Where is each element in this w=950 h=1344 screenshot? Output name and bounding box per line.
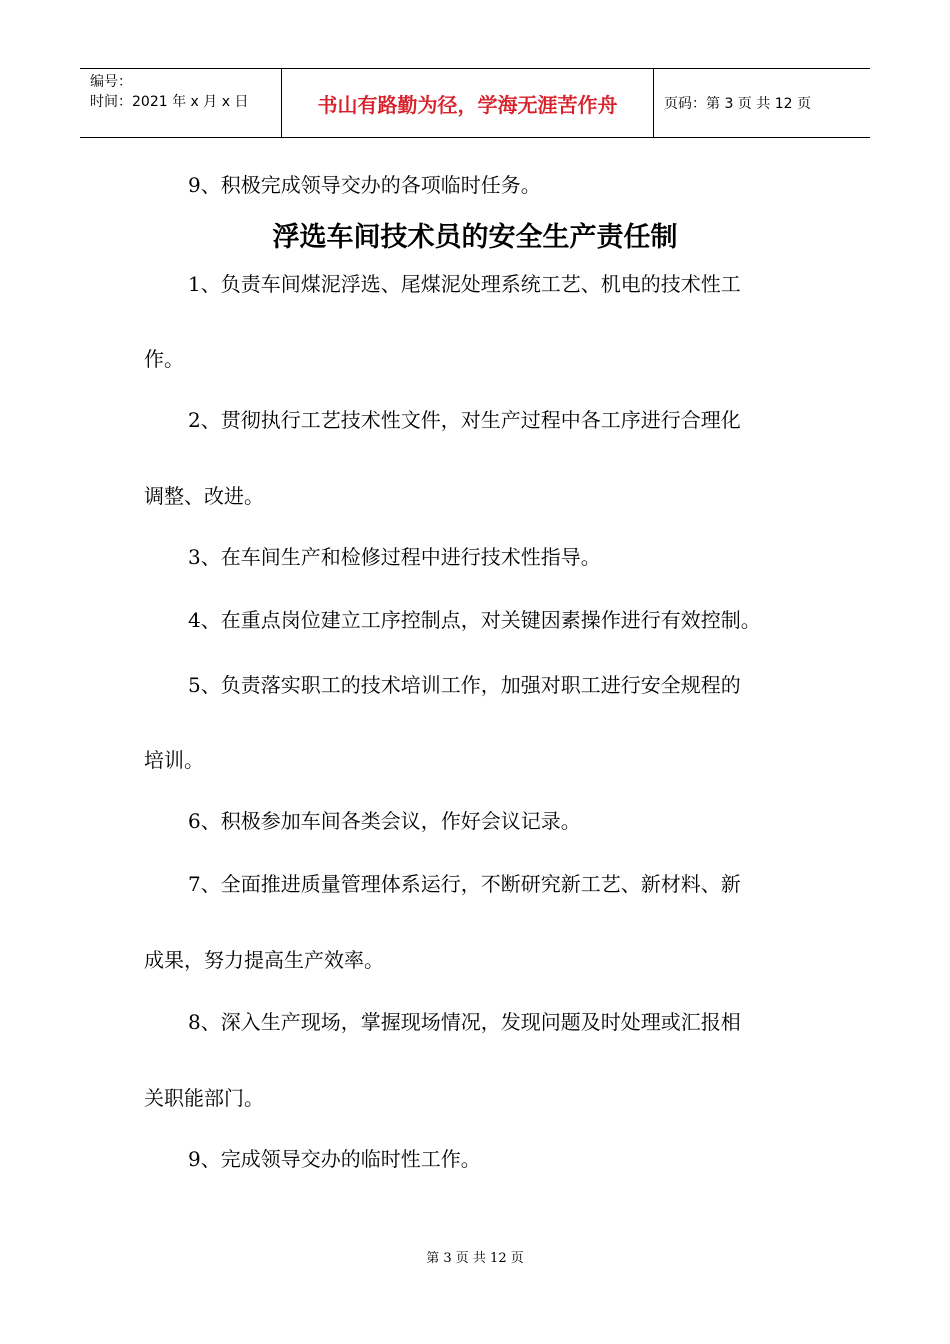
header-table [80,68,870,138]
paragraph-line: 7、全面推进质量管理体系运行，不断研究新工艺、新材料、新 [188,872,741,896]
header-time: 时间：2021 年 x 月 x 日 [90,94,249,110]
section-title: 浮选车间技术员的安全生产责任制 [272,222,678,253]
paragraph-line: 2、贯彻执行工艺技术性文件，对生产过程中各工序进行合理化 [188,408,741,432]
paragraph-line: 5、负责落实职工的技术培训工作，加强对职工进行安全规程的 [188,673,741,697]
paragraph-line: 4、在重点岗位建立工序控制点，对关键因素操作进行有效控制。 [188,608,761,632]
header-meta [80,69,282,137]
paragraph-line: 9、完成领导交办的临时性工作。 [188,1147,481,1171]
paragraph-line: 3、在车间生产和检修过程中进行技术性指导。 [188,545,601,569]
paragraph-line: 1、负责车间煤泥浮选、尾煤泥处理系统工艺、机电的技术性工 [188,272,741,296]
paragraph-line: 成果，努力提高生产效率。 [144,948,384,972]
paragraph-line: 培训。 [144,748,204,772]
header-page-info: 页码：第 3 页 共 12 页 [664,96,811,112]
paragraph-line: 6、积极参加车间各类会议，作好会议记录。 [188,809,581,833]
header-number: 编号： [90,74,132,90]
paragraph-line: 作。 [144,347,184,371]
paragraph-line: 关职能部门。 [144,1086,264,1110]
paragraph-line: 8、深入生产现场，掌握现场情况，发现问题及时处理或汇报相 [188,1010,741,1034]
prev-item: 9、积极完成领导交办的各项临时任务。 [188,173,541,197]
paragraph-line: 调整、改进。 [144,484,264,508]
header-motto: 书山有路勤为径，学海无涯苦作舟 [282,69,654,137]
page-footer: 第 3 页 共 12 页 [426,1251,524,1266]
